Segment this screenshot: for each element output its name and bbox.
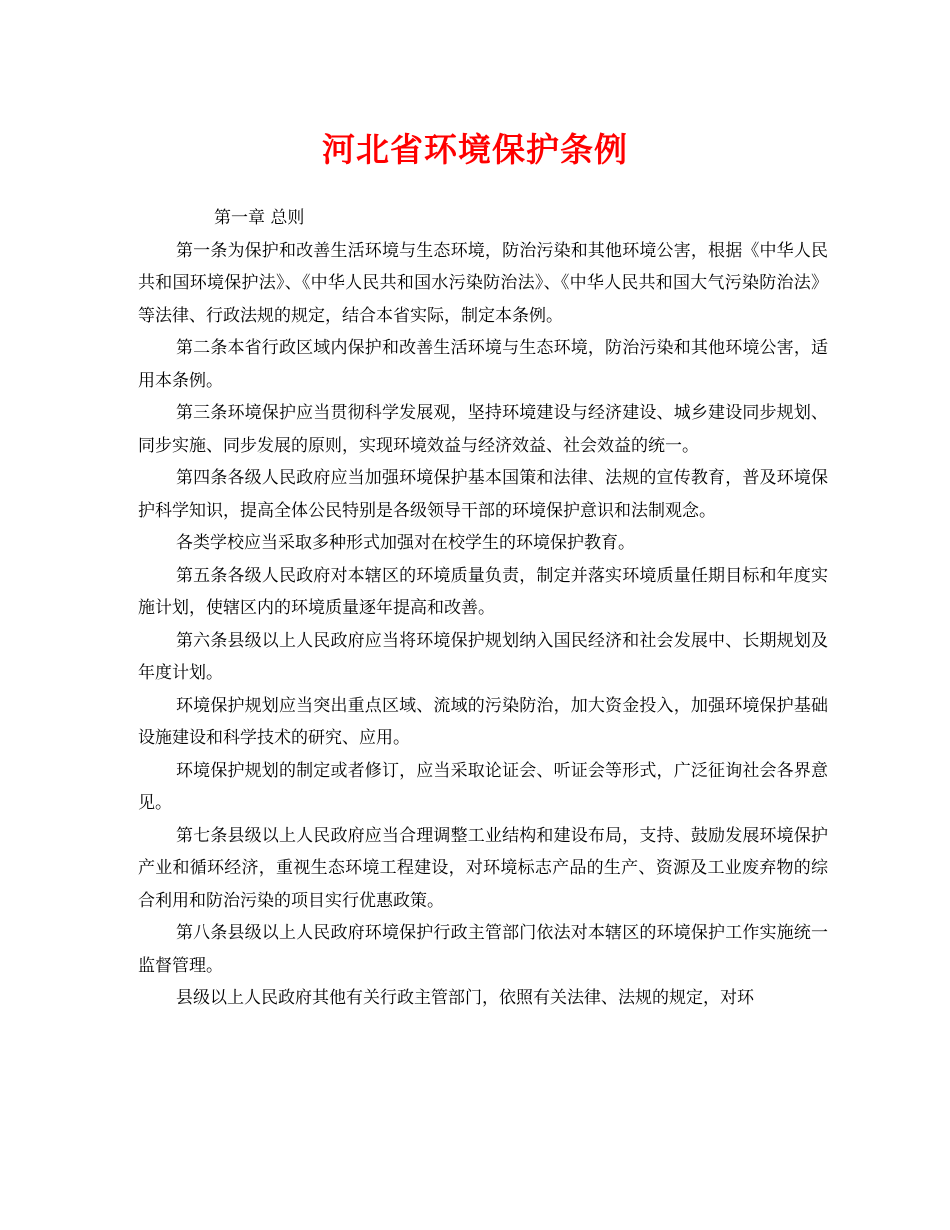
article-1-paragraph: 第一条为保护和改善生活环境与生态环境，防治污染和其他环境公害，根据《中华人民共和国环境保护法》、《中华人民共和国水污染防治法》、《中华人民共和国大气污染防治法》等法律、行政法规的规定，结合本省实际，制定本条例。	[138, 240, 828, 326]
article-6-paragraph: 第六条县级以上人民政府应当将环境保护规划纳入国民经济和社会发展中、长期规划及年度计划。	[138, 630, 828, 683]
article-6-subparagraph-1: 环境保护规划应当突出重点区域、流域的污染防治，加大资金投入，加强环境保护基础设施建设和科学技术的研究、应用。	[138, 695, 828, 748]
article-4-subparagraph: 各类学校应当采取多种形式加强对在校学生的环境保护教育。	[176, 533, 635, 553]
article-8-subparagraph: 县级以上人民政府其他有关行政主管部门，依照有关法律、法规的规定，对环	[176, 988, 754, 1008]
article-8-paragraph: 第八条县级以上人民政府环境保护行政主管部门依法对本辖区的环境保护工作实施统一监督管理。	[138, 923, 828, 976]
article-2-paragraph: 第二条本省行政区域内保护和改善生活环境与生态环境，防治污染和其他环境公害，适用本条例。	[138, 338, 828, 391]
article-5-paragraph: 第五条各级人民政府对本辖区的环境质量负责，制定并落实环境质量任期目标和年度实施计划，使辖区内的环境质量逐年提高和改善。	[138, 565, 828, 618]
article-7-paragraph: 第七条县级以上人民政府应当合理调整工业结构和建设布局，支持、鼓励发展环境保护产业和循环经济，重视生态环境工程建设，对环境标志产品的生产、资源及工业废弃物的综合利用和防治污染的项目实行优惠政策。	[138, 825, 828, 911]
article-6-subparagraph-2: 环境保护规划的制定或者修订，应当采取论证会、听证会等形式，广泛征询社会各界意见。	[138, 760, 828, 813]
chapter-heading: 第一章 总则	[214, 208, 305, 228]
document-title: 河北省环境保护条例	[322, 130, 628, 169]
document-body	[138, 202, 828, 1015]
article-3-paragraph: 第三条环境保护应当贯彻科学发展观，坚持环境建设与经济建设、城乡建设同步规划、同步实施、同步发展的原则，实现环境效益与经济效益、社会效益的统一。	[138, 403, 828, 456]
article-4-paragraph: 第四条各级人民政府应当加强环境保护基本国策和法律、法规的宣传教育，普及环境保护科学知识，提高全体公民特别是各级领导干部的环境保护意识和法制观念。	[138, 468, 828, 521]
